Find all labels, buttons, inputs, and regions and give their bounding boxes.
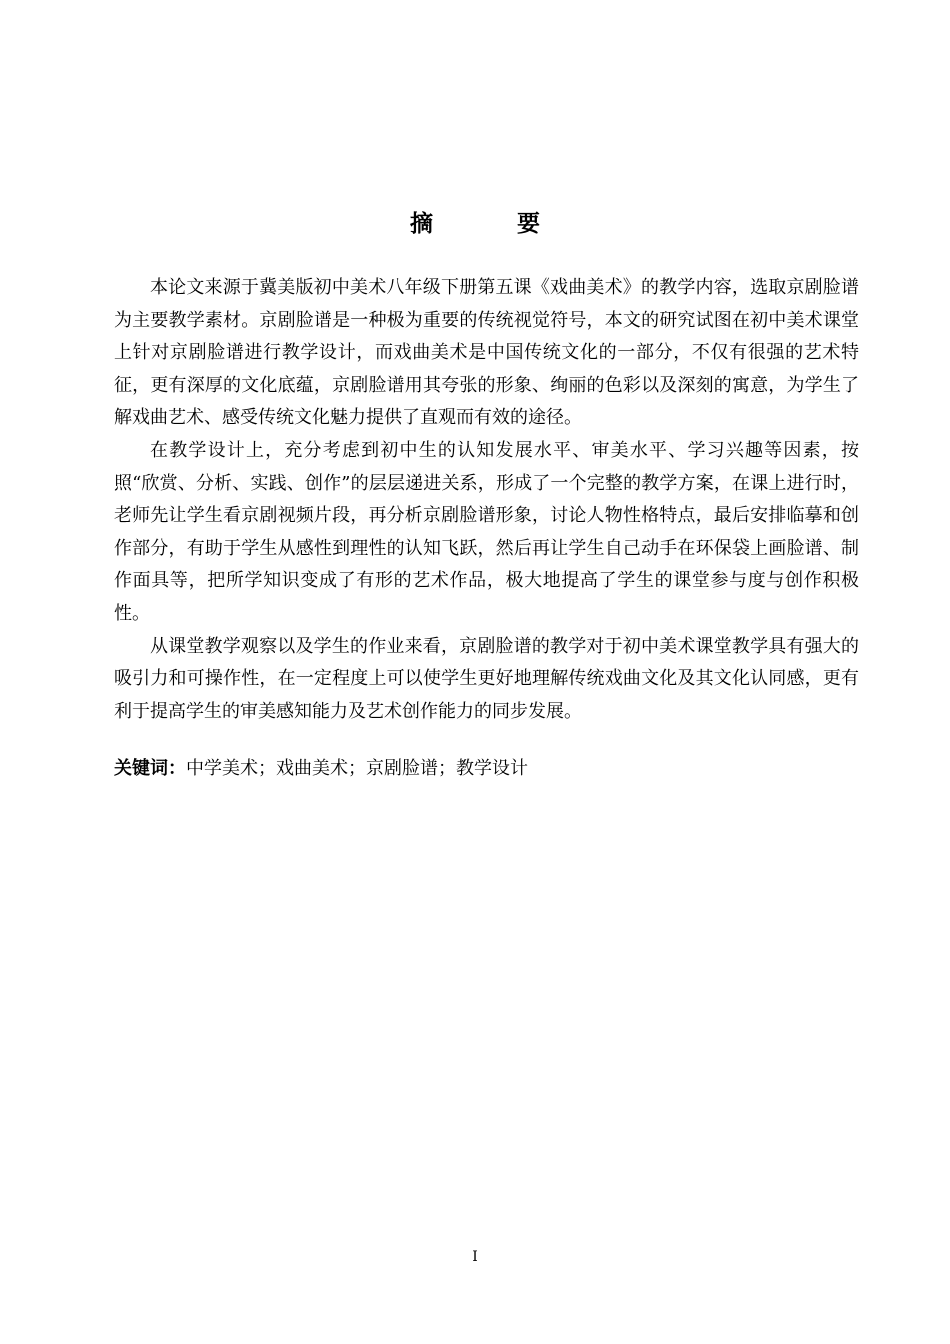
abstract-paragraph-2: 在教学设计上，充分考虑到初中生的认知发展水平、审美水平、学习兴趣等因素，按照“欣赏、分析、实践、创作”的层层递进关系，形成了一个完整的教学方案，在课上进行时，老师先让学生看京剧视频片段，再分析京剧脸谱形象，讨论人物性格特点，最后安排临摹和创作部分，有助于学生从感性到理性的认知飞跃，然后再让学生自己动手在环保袋上画脸谱、制作面具等，把所学知识变成了有形的艺术作品，极大地提高了学生的课堂参与度与创作积极性。 (114, 439, 859, 624)
keywords-line (114, 755, 859, 783)
keywords-value: 中学美术；戏曲美术；京剧脸谱；教学设计 (186, 758, 528, 779)
abstract-paragraph-3: 从课堂教学观察以及学生的作业来看，京剧脸谱的教学对于初中美术课堂教学具有强大的吸引力和可操作性，在一定程度上可以使学生更好地理解传统戏曲文化及其文化认同感，更有利于提高学生的审美感知能力及艺术创作能力的同步发展。 (114, 635, 859, 722)
abstract-body (114, 272, 859, 728)
abstract-title: 摘 要 (409, 211, 578, 237)
abstract-paragraph-1: 本论文来源于冀美版初中美术八年级下册第五课《戏曲美术》的教学内容，选取京剧脸谱为主要教学素材。京剧脸谱是一种极为重要的传统视觉符号，本文的研究试图在初中美术课堂上针对京剧脸谱进行教学设计，而戏曲美术是中国传统文化的一部分，不仅有很强的艺术特征，更有深厚的文化底蕴，京剧脸谱用其夸张的形象、绚丽的色彩以及深刻的寓意，为学生了解戏曲艺术、感受传统文化魅力提供了直观而有效的途径。 (114, 277, 859, 429)
keywords-label: 关键词： (114, 758, 186, 779)
page-number: I (472, 1249, 478, 1265)
